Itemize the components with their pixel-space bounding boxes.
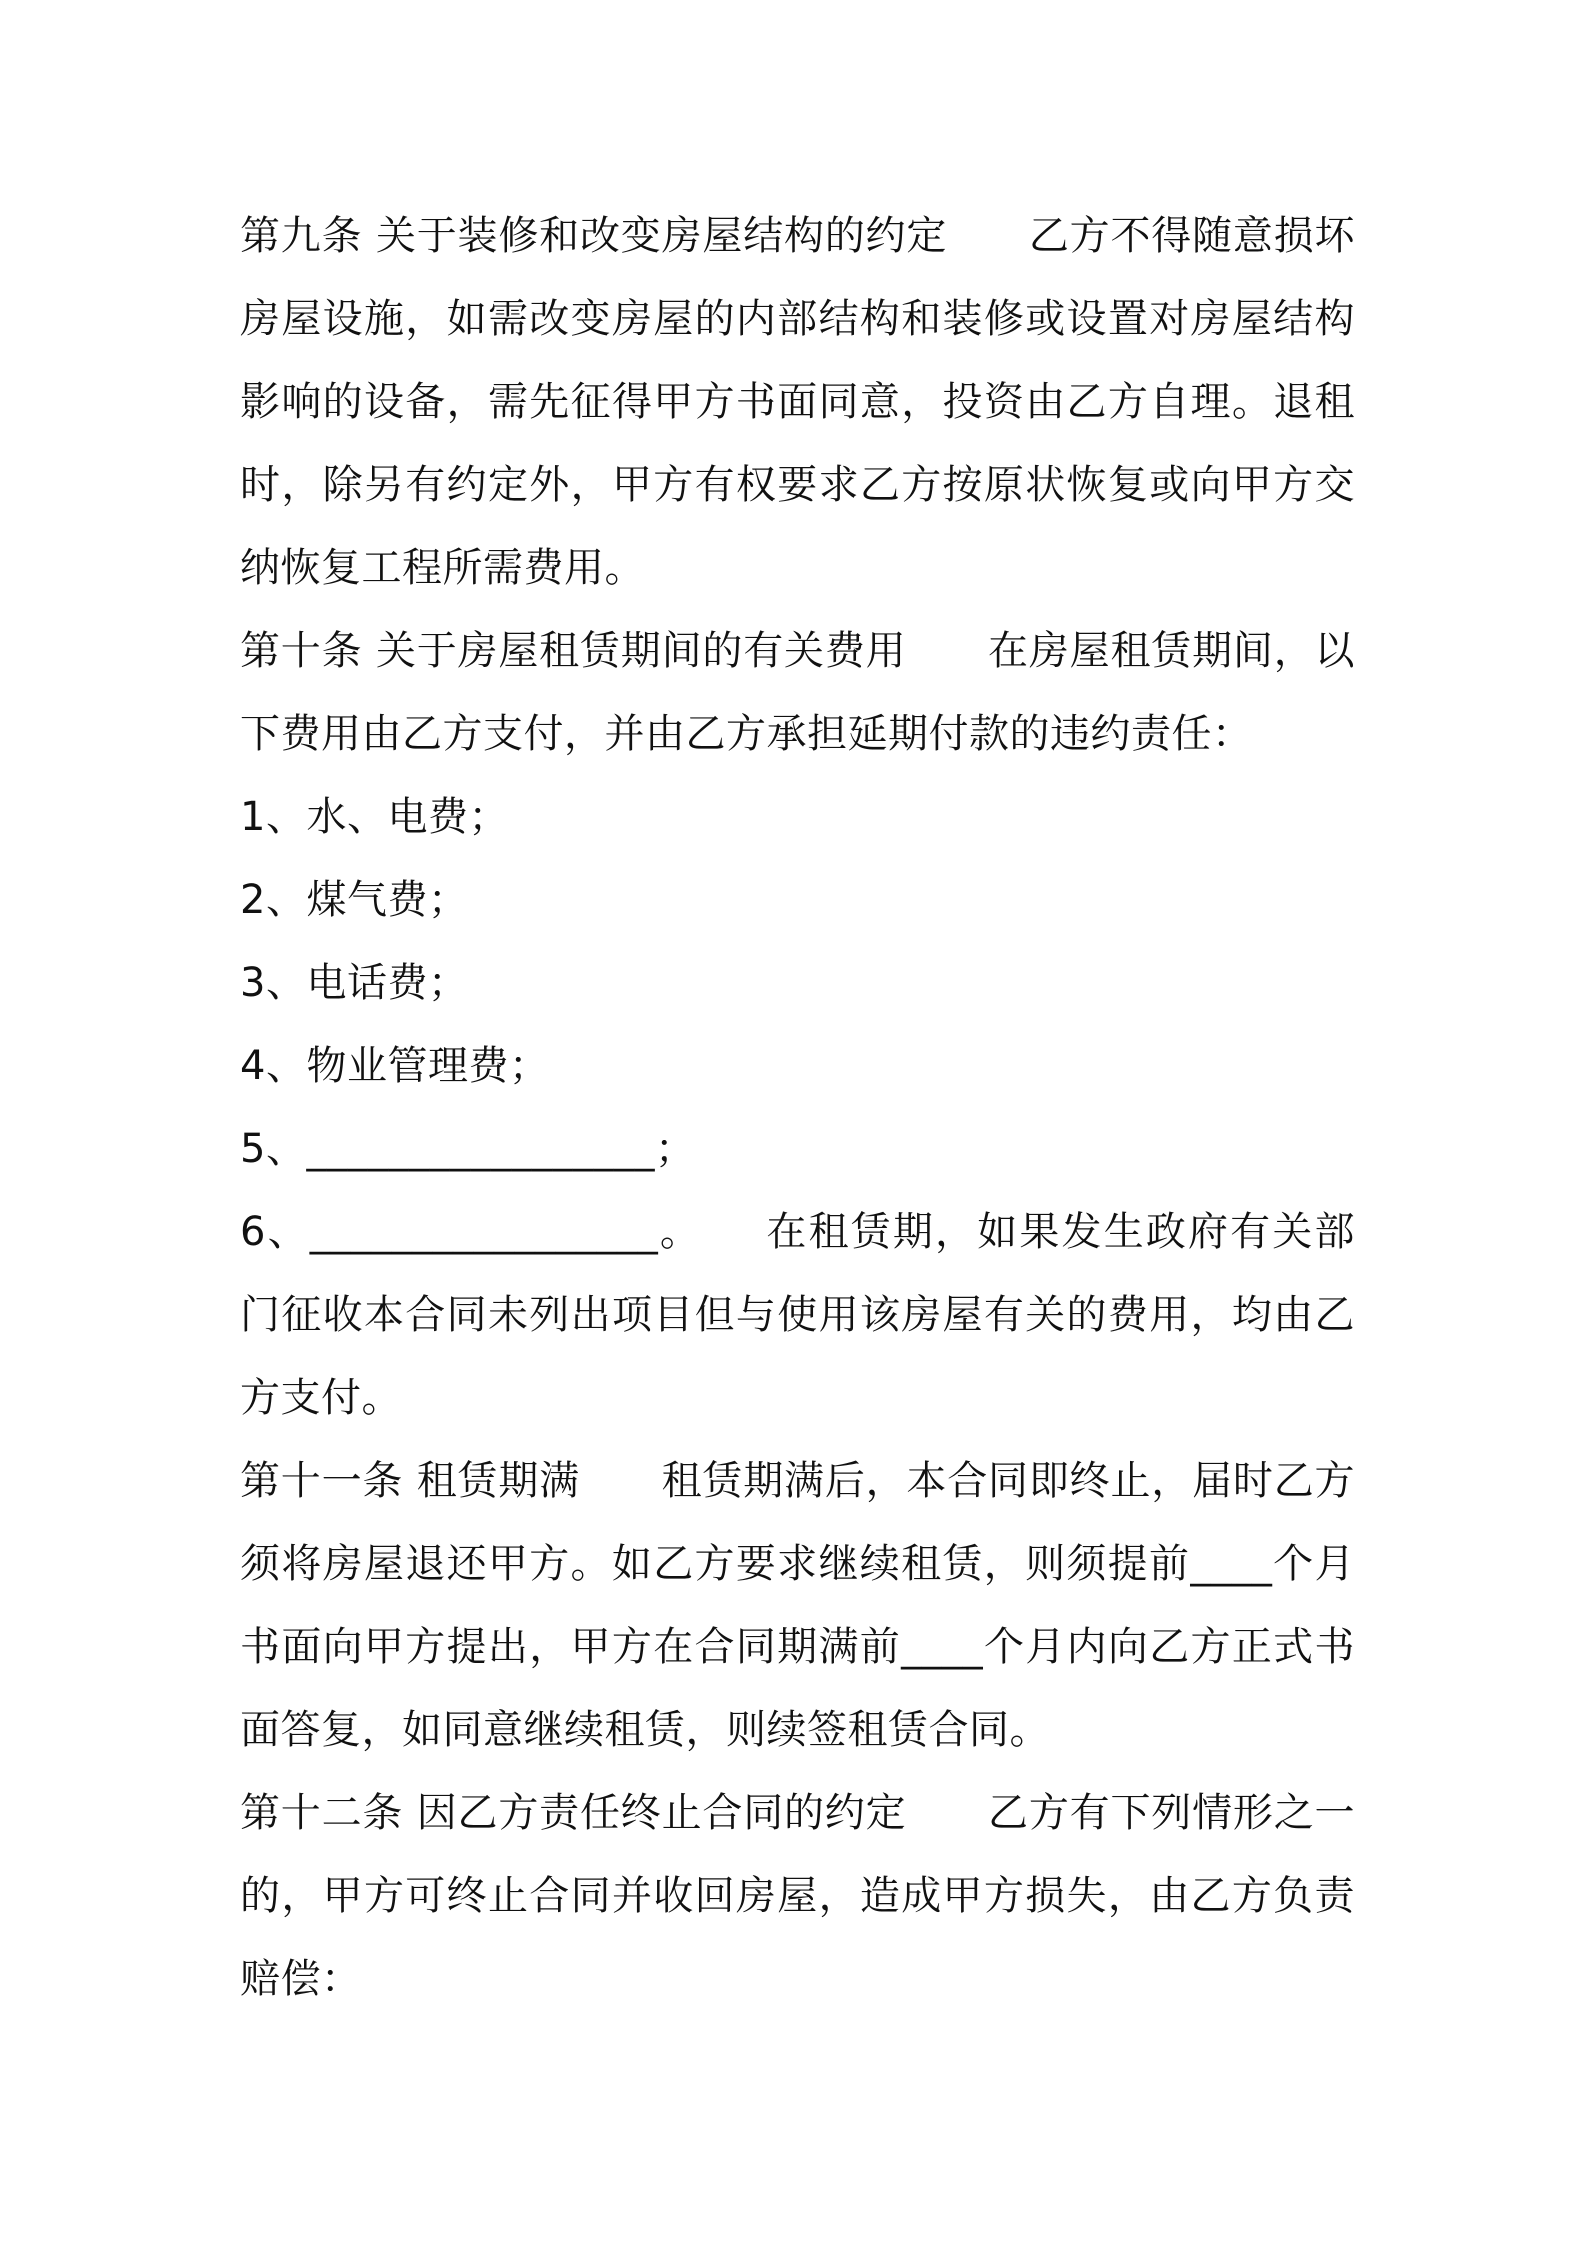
article-11-paragraph: 第十一条 租赁期满 租赁期满后，本合同即终止，届时乙方须将房屋退还甲方。如乙方要求继续租赁，则须提前____个月书面向甲方提出，甲方在合同期满前____个月内向乙方正式书面答复，如同意继续租赁，则续签租赁合同。: [240, 1458, 1355, 1753]
fee-item-2: 2、煤气费；: [240, 877, 469, 923]
fee-item-6-paragraph: 6、_________________。 在租赁期，如果发生政府有关部门征收本合同未列出项目但与使用该房屋有关的费用，均由乙方支付。: [240, 1209, 1355, 1421]
article-10-paragraph: 第十条 关于房屋租赁期间的有关费用 在房屋租赁期间，以下费用由乙方支付，并由乙方承担延期付款的违约责任：: [240, 628, 1355, 757]
article-12-paragraph: 第十二条 因乙方责任终止合同的约定 乙方有下列情形之一的，甲方可终止合同并收回房屋，造成甲方损失，由乙方负责赔偿：: [240, 1790, 1355, 2002]
fee-item-1: 1、水、电费；: [240, 794, 509, 840]
article-9-paragraph: 第九条 关于装修和改变房屋结构的约定 乙方不得随意损坏房屋设施，如需改变房屋的内部结构和装修或设置对房屋结构影响的设备，需先征得甲方书面同意，投资由乙方自理。退租时，除另有约定外，甲方有权要求乙方按原状恢复或向甲方交纳恢复工程所需费用。: [240, 213, 1355, 591]
document-page: [240, 195, 1355, 2021]
fee-item-4: 4、物业管理费；: [240, 1043, 550, 1089]
fee-item-3: 3、电话费；: [240, 960, 469, 1006]
fee-item-5: 5、_________________；: [240, 1126, 696, 1172]
